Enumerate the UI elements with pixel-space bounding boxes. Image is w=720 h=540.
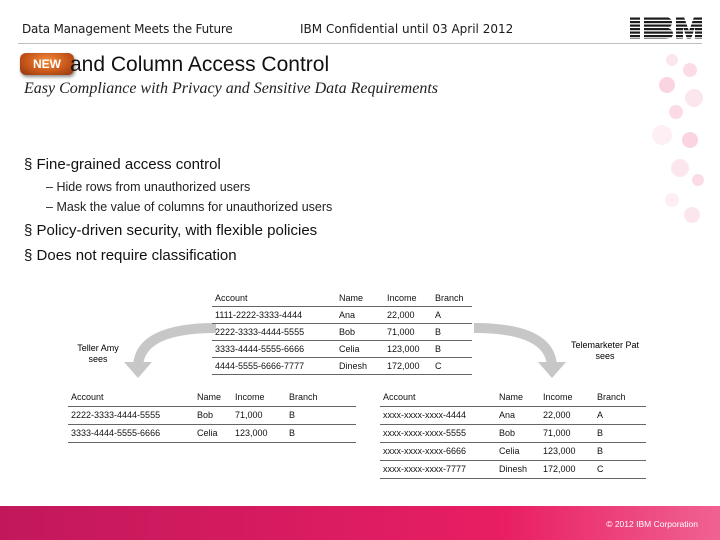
copyright-text: © 2012 IBM Corporation (606, 519, 698, 529)
telemarketer-label: Telemarketer Pat sees (570, 340, 640, 361)
bullet-1-sub-1: – Hide rows from unauthorized users (46, 180, 251, 194)
table-row: xxxx-xxxx-xxxx-7777 Dinesh 172,000 C (380, 460, 646, 478)
table-row: 2222-3333-4444-5555 Bob 71,000 B (68, 406, 356, 424)
table-row: 3333-4444-5555-6666 Celia 123,000 B (68, 424, 356, 442)
square-bullet-icon: § (24, 247, 37, 264)
table-header-row: Account Name Income Branch (380, 388, 646, 406)
right-arrow (470, 322, 570, 380)
slide-subtitle: Easy Compliance with Privacy and Sensitive Data Requirements (24, 80, 438, 97)
slide-title: and Column Access Control (70, 53, 330, 76)
bullet-1: § Fine-grained access control (24, 156, 221, 173)
table-row: xxxx-xxxx-xxxx-6666 Celia 123,000 B (380, 442, 646, 460)
table-row: xxxx-xxxx-xxxx-5555 Bob 71,000 B (380, 424, 646, 442)
square-bullet-icon: § (24, 222, 37, 239)
bullet-2: § Policy-driven security, with flexible policies (24, 222, 318, 239)
table-header-row: Account Name Income Branch (68, 388, 356, 406)
header-divider (18, 43, 702, 44)
teller-label: Teller Amy sees (77, 343, 119, 364)
square-bullet-icon: § (24, 156, 37, 173)
left-arrow (120, 322, 220, 380)
bullet-1-sub-2: – Mask the value of columns for unauthorized users (46, 200, 333, 214)
table-header-row: Account Name Income Branch (212, 290, 472, 307)
confidential-notice: IBM Confidential until 03 April 2012 (300, 22, 514, 36)
table-row: xxxx-xxxx-xxxx-4444 Ana 22,000 A (380, 406, 646, 424)
teller-view-table (68, 388, 356, 443)
table-row: 4444-5555-6666-7777 Dinesh 172,000 C (212, 358, 472, 375)
bullet-3: § Does not require classification (24, 247, 237, 264)
table-row: 2222-3333-4444-5555 Bob 71,000 B (212, 324, 472, 341)
table-row: 1111-2222-3333-4444 Ana 22,000 A (212, 307, 472, 324)
ibm-logo (628, 14, 706, 42)
new-badge: NEW (20, 53, 74, 75)
flower-decoration (642, 40, 712, 230)
table-row: 3333-4444-5555-6666 Celia 123,000 B (212, 341, 472, 358)
header-left-text: Data Management Meets the Future (22, 22, 233, 36)
telemarketer-view-table (380, 388, 646, 479)
source-table (212, 290, 472, 375)
